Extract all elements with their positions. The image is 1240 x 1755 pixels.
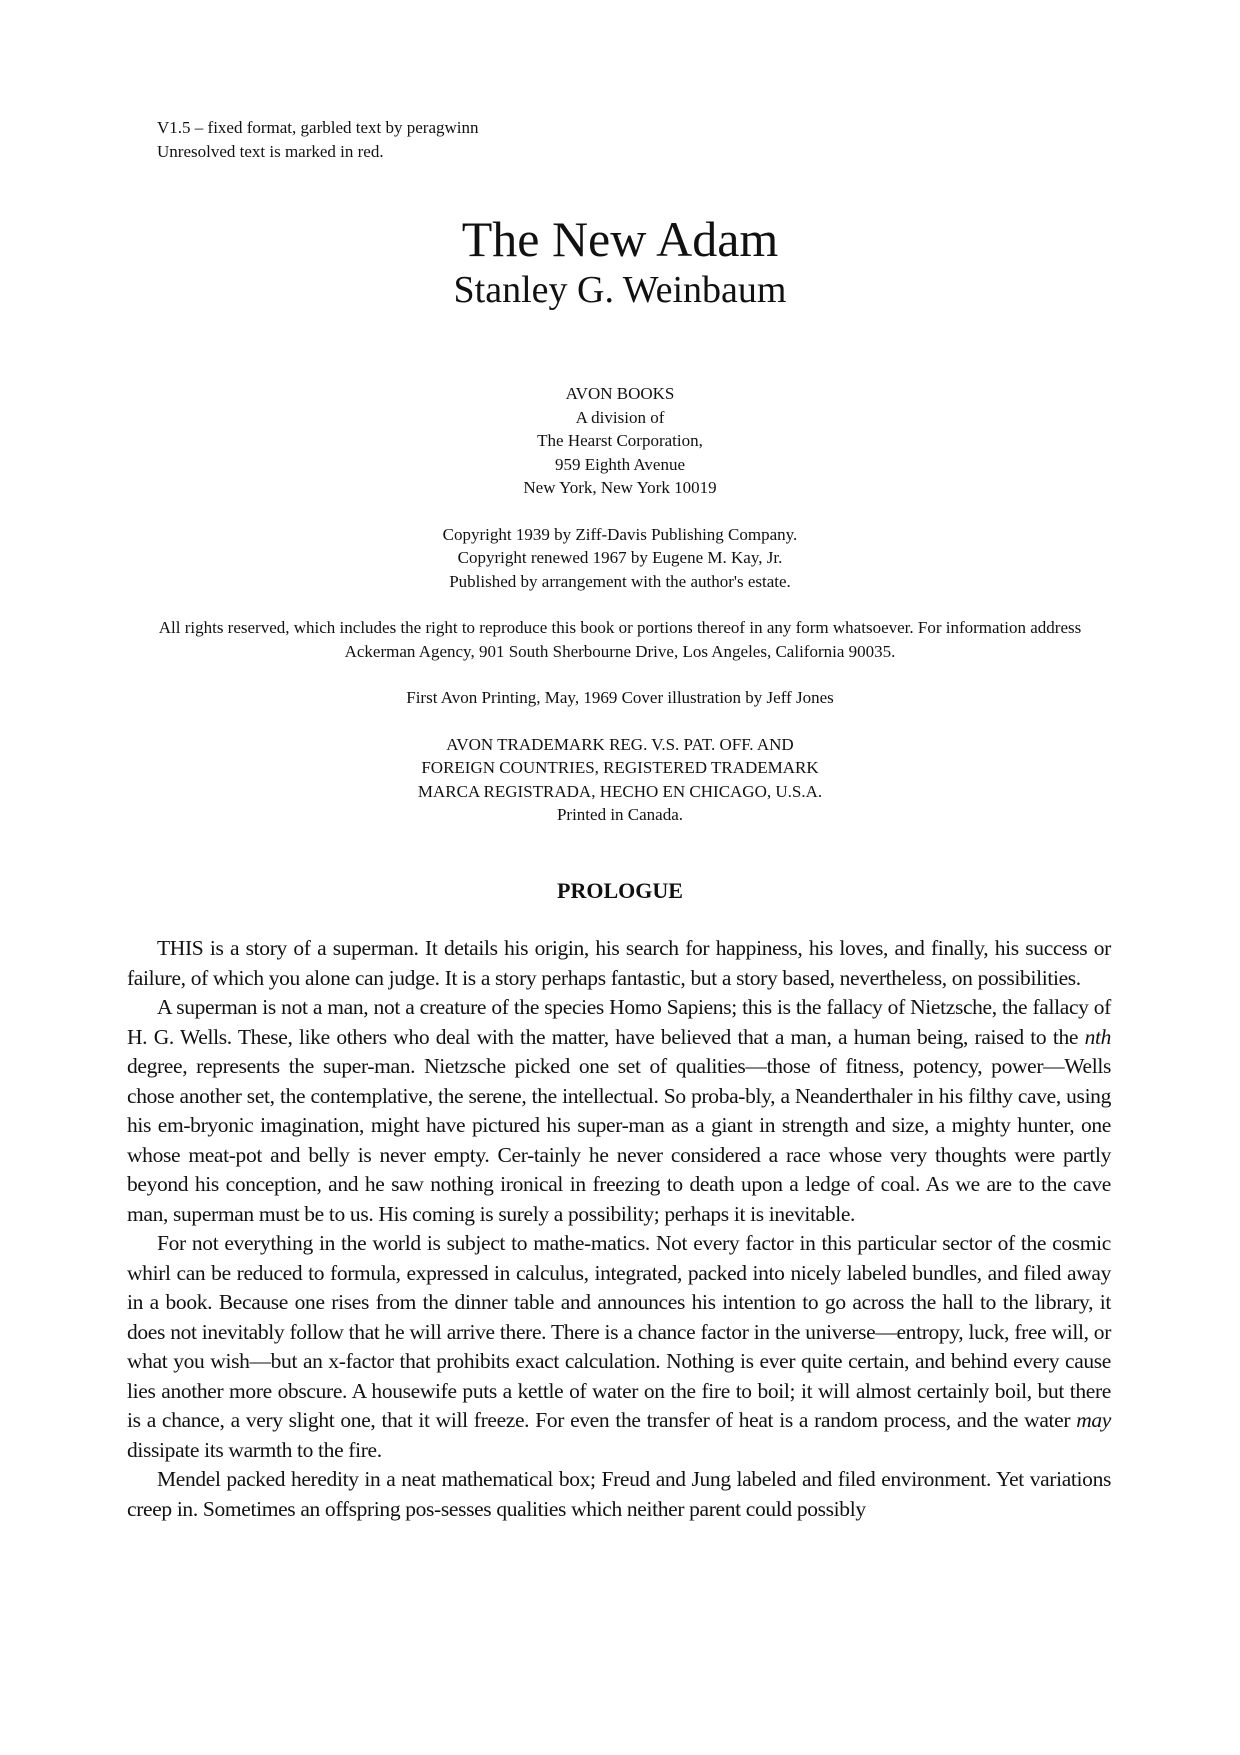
prologue-body bbox=[127, 934, 1111, 1524]
version-note-line: V1.5 – fixed format, garbled text by peragwinn bbox=[157, 118, 479, 137]
rights-statement: All rights reserved, which includes the right to reproduce this book or portions thereof in any form whatsoever. For information address Ackerman Agency, 901 South Sherbourne Drive, Los Angeles, California 90035. bbox=[158, 618, 1082, 661]
book-author: Stanley G. Weinbaum bbox=[453, 269, 787, 311]
publisher-line: 959 Eighth Avenue bbox=[555, 454, 685, 474]
version-note-line: Unresolved text is marked in red. bbox=[157, 142, 384, 161]
title-block bbox=[0, 210, 1240, 312]
trademark-block bbox=[0, 733, 1240, 827]
text-run: A superman is not a man, not a creature of the species Homo Sapiens; this is the fallacy of Nietzsche, the fallacy of H. G. Wells. These, like others who deal with the matter, have believed that a man, a human being, raised to the bbox=[127, 995, 1111, 1049]
copyright-block bbox=[0, 523, 1240, 594]
copyright-line: Copyright 1939 by Ziff-Davis Publishing Company. bbox=[442, 524, 798, 544]
italic-text: nth bbox=[1084, 1024, 1111, 1049]
copyright-line: Copyright renewed 1967 by Eugene M. Kay, Jr. bbox=[457, 548, 783, 567]
text-run: degree, represents the super-man. Nietzsche picked one set of qualities—those of fitness, potency, power—Wells chose another set, the contemplative, the serene, the intellectual. So proba-bly, a Neanderthaler in his filthy cave, using his em-bryonic imagination, might have pictured his super-man as a giant in strength and size, a mighty hunter, one whose meat-pot and belly is never empty. Cer-tainly he never considered a race whose very thoughts were partly beyond his conception, and he saw nothing ironical in freezing to death upon a ledge of coal. As we are to the cave man, superman must be to us. His coming is surely a possibility; perhaps it is inevitable. bbox=[127, 1054, 1111, 1226]
publisher-line: New York, New York 10019 bbox=[523, 478, 717, 497]
trademark-line: AVON TRADEMARK REG. V.S. PAT. OFF. AND bbox=[446, 734, 794, 754]
publisher-block bbox=[0, 382, 1240, 500]
paragraph bbox=[127, 993, 1111, 1229]
book-title: The New Adam bbox=[461, 211, 779, 267]
front-matter bbox=[0, 382, 1240, 850]
copyright-line: Published by arrangement with the author's estate. bbox=[449, 571, 791, 591]
italic-text: may bbox=[1076, 1408, 1111, 1432]
trademark-line: FOREIGN COUNTRIES, REGISTERED TRADEMARK bbox=[421, 758, 819, 777]
trademark-line: Printed in Canada. bbox=[556, 805, 684, 824]
trademark-line: MARCA REGISTRADA, HECHO EN CHICAGO, U.S.A. bbox=[417, 781, 823, 801]
paragraph: THIS is a story of a superman. It details his origin, his search for happiness, his loves, and finally, his success or failure, of which you alone can judge. It is a story perhaps fantastic, but a story based, nevertheless, on possibilities. bbox=[127, 936, 1111, 990]
version-note bbox=[157, 116, 479, 164]
paragraph: Mendel packed heredity in a neat mathematical box; Freud and Jung labeled and filed environment. Yet variations creep in. Sometimes an offspring pos-sesses qualities which neither parent could possibly bbox=[127, 1467, 1111, 1521]
prologue-heading: PROLOGUE bbox=[557, 878, 683, 903]
paragraph bbox=[127, 1229, 1111, 1465]
text-run: dissipate its warmth to the fire. bbox=[127, 1437, 382, 1462]
printing-line: First Avon Printing, May, 1969 Cover illustration by Jeff Jones bbox=[406, 688, 834, 707]
publisher-line: The Hearst Corporation, bbox=[537, 431, 703, 450]
publisher-line: A division of bbox=[575, 407, 665, 427]
publisher-line: AVON BOOKS bbox=[565, 384, 675, 403]
text-run: For not everything in the world is subject to mathe-matics. Not every factor in this particular sector of the cosmic whirl can be reduced to formula, expressed in calculus, integrated, packed into nicely labeled bundles, and filed away in a book. Because one rises from the dinner table and announces his intention to go across the hall to the library, it does not inevitably follow that he will arrive there. There is a chance factor in the universe—entropy, luck, free will, or what you wish—but an x-factor that prohibits exact calculation. Nothing is ever quite certain, and behind every cause lies another more obscure. A housewife puts a kettle of water on the fire to boil; it will almost certainly boil, but there is a chance, a very slight one, that it will freeze. For even the transfer of heat is a random process, and the water bbox=[127, 1231, 1111, 1432]
